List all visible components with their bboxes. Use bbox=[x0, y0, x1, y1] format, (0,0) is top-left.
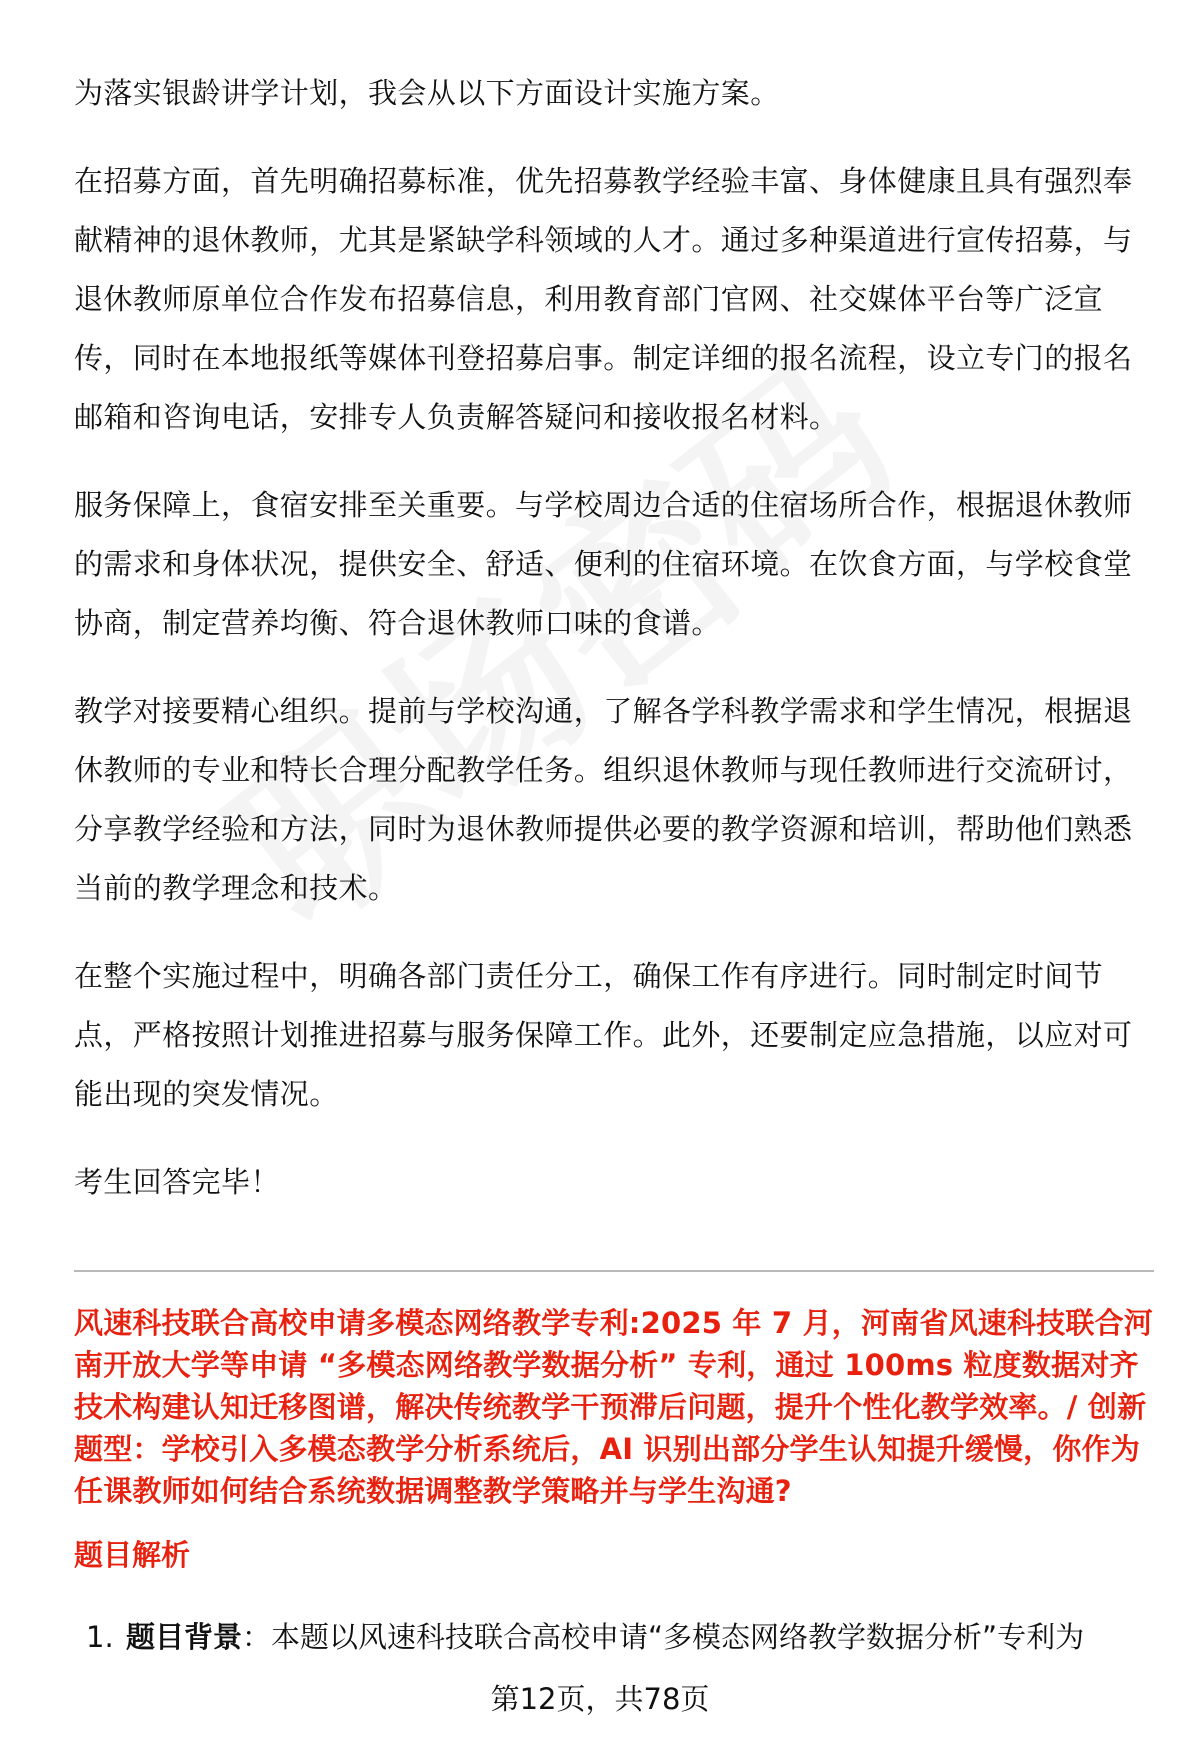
answer-paragraph-teaching: 教学对接要精心组织。提前与学校沟通，了解各学科教学需求和学生情况，根据退休教师的专业和特长合理分配教学任务。组织退休教师与现任教师进行交流研讨，分享教学经验和方法，同时为退休教师提供必要的教学资源和培训，帮助他们熟悉当前的教学理念和技术。 bbox=[74, 694, 1133, 905]
answer-body bbox=[74, 64, 1154, 1212]
section-divider bbox=[74, 1270, 1154, 1272]
answer-paragraph-recruitment: 在招募方面，首先明确招募标准，优先招募教学经验丰富、身体健康且具有强烈奉献精神的退休教师，尤其是紧缺学科领域的人才。通过多种渠道进行宣传招募，与退休教师原单位合作发布招募信息，利用教育部门官网、社交媒体平台等广泛宣传，同时在本地报纸等媒体刊登招募启事。制定详细的报名流程，设立专门的报名邮箱和咨询电话，安排专人负责解答疑问和接收报名材料。 bbox=[74, 164, 1133, 434]
analysis-heading: 题目解析 bbox=[74, 1538, 191, 1572]
question-text: 风速科技联合高校申请多模态网络教学专利:2025 年 7 月，河南省风速科技联合河南开放大学等申请 “多模态网络教学数据分析” 专利，通过 100ms 粒度数据对齐技术构建认知迁移图谱，解决传统教学干预滞后问题，提升个性化教学效率。/ 创新题型：学校引入多模态教学分析系统后，AI 识别出部分学生认知提升缓慢，你作为任课教师如何结合系统数据调整教学策略并与学生沟通? bbox=[74, 1306, 1153, 1508]
list-item-label: 题目背景 bbox=[126, 1620, 243, 1654]
answer-paragraph-implementation: 在整个实施过程中，明确各部门责任分工，确保工作有序进行。同时制定时间节点，严格按照计划推进招募与服务保障工作。此外，还要制定应急措施，以应对可能出现的突发情况。 bbox=[74, 959, 1133, 1111]
page-number: 第12页，共78页 bbox=[490, 1682, 710, 1716]
answer-paragraph-service: 服务保障上，食宿安排至关重要。与学校周边合适的住宿场所合作，根据退休教师的需求和身体状况，提供安全、舒适、便利的住宿环境。在饮食方面，与学校食堂协商，制定营养均衡、符合退休教师口味的食谱。 bbox=[74, 488, 1133, 640]
list-item-text: ：本题以风速科技联合高校申请“多模态网络教学数据分析”专利为 bbox=[242, 1620, 1085, 1654]
analysis-list-item bbox=[86, 1615, 1146, 1659]
list-item-number: 1. bbox=[86, 1620, 114, 1654]
answer-paragraph-closing: 考生回答完毕！ bbox=[74, 1165, 280, 1199]
answer-paragraph-intro: 为落实银龄讲学计划，我会从以下方面设计实施方案。 bbox=[74, 76, 780, 110]
